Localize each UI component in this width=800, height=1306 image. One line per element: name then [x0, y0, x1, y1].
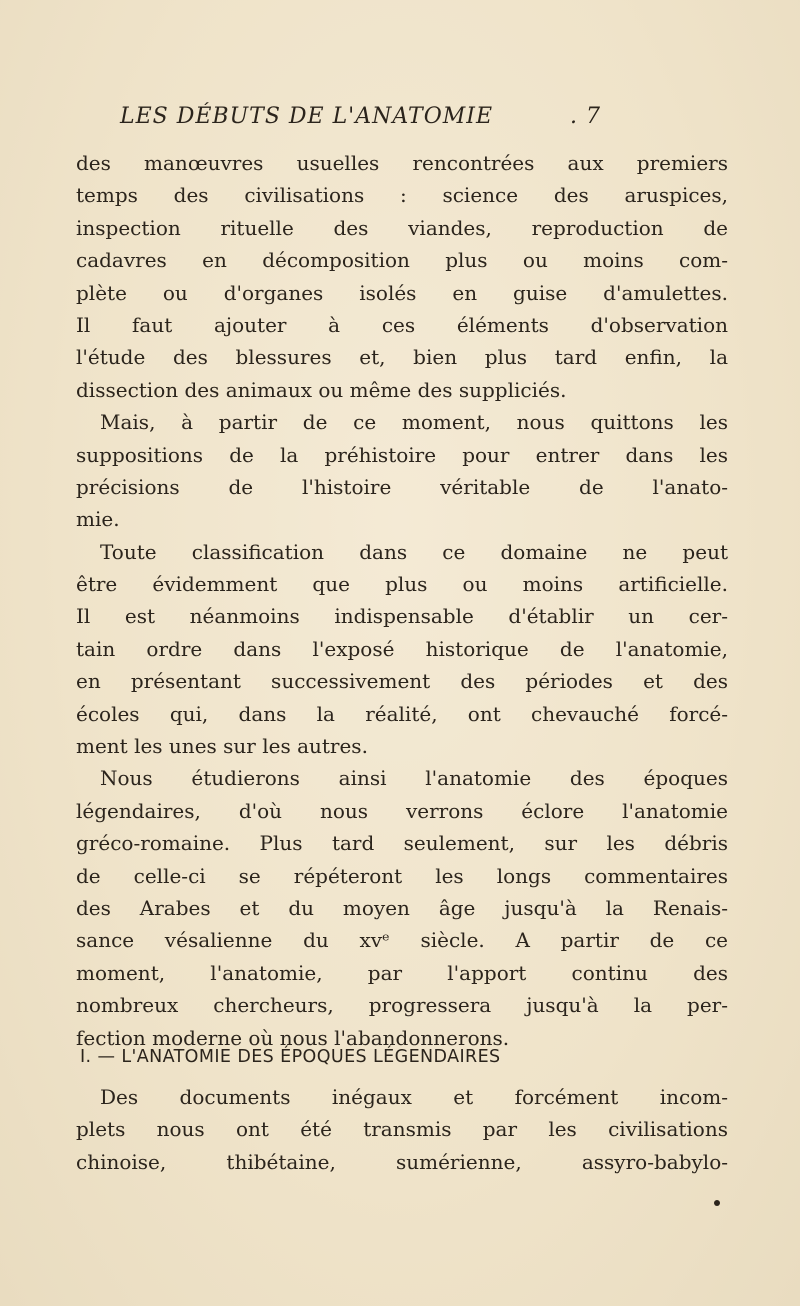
text-line: écoles qui, dans la réalité, ont chevauché forcé-	[76, 701, 728, 726]
text-line: chinoise, thibétaine, sumérienne, assyro-babylo-	[76, 1149, 728, 1174]
text-line: plets nous ont été transmis par les civilisations	[76, 1117, 728, 1142]
page-number: . 7	[570, 104, 601, 129]
ink-speck	[714, 1200, 720, 1206]
text-line: fection moderne où nous l'abandonnerons.	[76, 1025, 510, 1050]
text-line: Nous étudierons ainsi l'anatomie des époques	[100, 766, 728, 791]
text-line: Toute classification dans ce domaine ne peut	[100, 539, 728, 564]
text-line: l'étude des blessures et, bien plus tard enfin, la	[76, 345, 728, 370]
text-line: Il faut ajouter à ces éléments d'observation	[76, 312, 728, 337]
text-line: moment, l'anatomie, par l'apport continu des	[76, 960, 728, 985]
text-line: plète ou d'organes isolés en guise d'amulettes.	[76, 280, 728, 305]
running-head	[120, 104, 720, 129]
text-line: de celle-ci se répéteront les longs commentaires	[76, 863, 728, 888]
text-line: cadavres en décomposition plus ou moins com-	[76, 248, 728, 273]
text-line: mie.	[76, 507, 120, 532]
text-line: temps des civilisations : science des aruspices,	[76, 183, 728, 208]
body-text	[76, 147, 728, 1054]
text-line: en présentant successivement des périodes et des	[76, 669, 728, 694]
section-body-text	[76, 1081, 728, 1178]
text-line: gréco-romaine. Plus tard seulement, sur les débris	[76, 831, 728, 856]
text-line: des Arabes et du moyen âge jusqu'à la Renais-	[76, 895, 728, 920]
text-line: tain ordre dans l'exposé historique de l'anatomie,	[76, 636, 728, 661]
text-line: sance vésalienne du xvᵉ siècle. A partir de ce	[76, 928, 728, 953]
text-line: Il est néanmoins indispensable d'établir un cer-	[76, 604, 728, 629]
text-line: des manœuvres usuelles rencontrées aux premiers	[76, 151, 728, 175]
text-line: Mais, à partir de ce moment, nous quittons les	[100, 410, 728, 435]
running-head-title: LES DÉBUTS DE L'ANATOMIE	[120, 104, 494, 129]
text-line: précisions de l'histoire véritable de l'anato-	[76, 474, 728, 499]
text-line: inspection rituelle des viandes, reproduction de	[76, 215, 728, 240]
text-line: Des documents inégaux et forcément incom-	[100, 1085, 728, 1109]
section-heading: I. — L'ANATOMIE DES ÉPOQUES LÉGENDAIRES	[80, 1047, 501, 1067]
text-line: nombreux chercheurs, progressera jusqu'à la per-	[76, 993, 728, 1018]
text-line: dissection des animaux ou même des suppliciés.	[76, 377, 567, 402]
text-line: légendaires, d'où nous verrons éclore l'anatomie	[76, 798, 728, 823]
text-line: être évidemment que plus ou moins artificielle.	[76, 572, 728, 597]
text-line: suppositions de la préhistoire pour entrer dans les	[76, 442, 728, 467]
text-line: ment les unes sur les autres.	[76, 734, 368, 759]
